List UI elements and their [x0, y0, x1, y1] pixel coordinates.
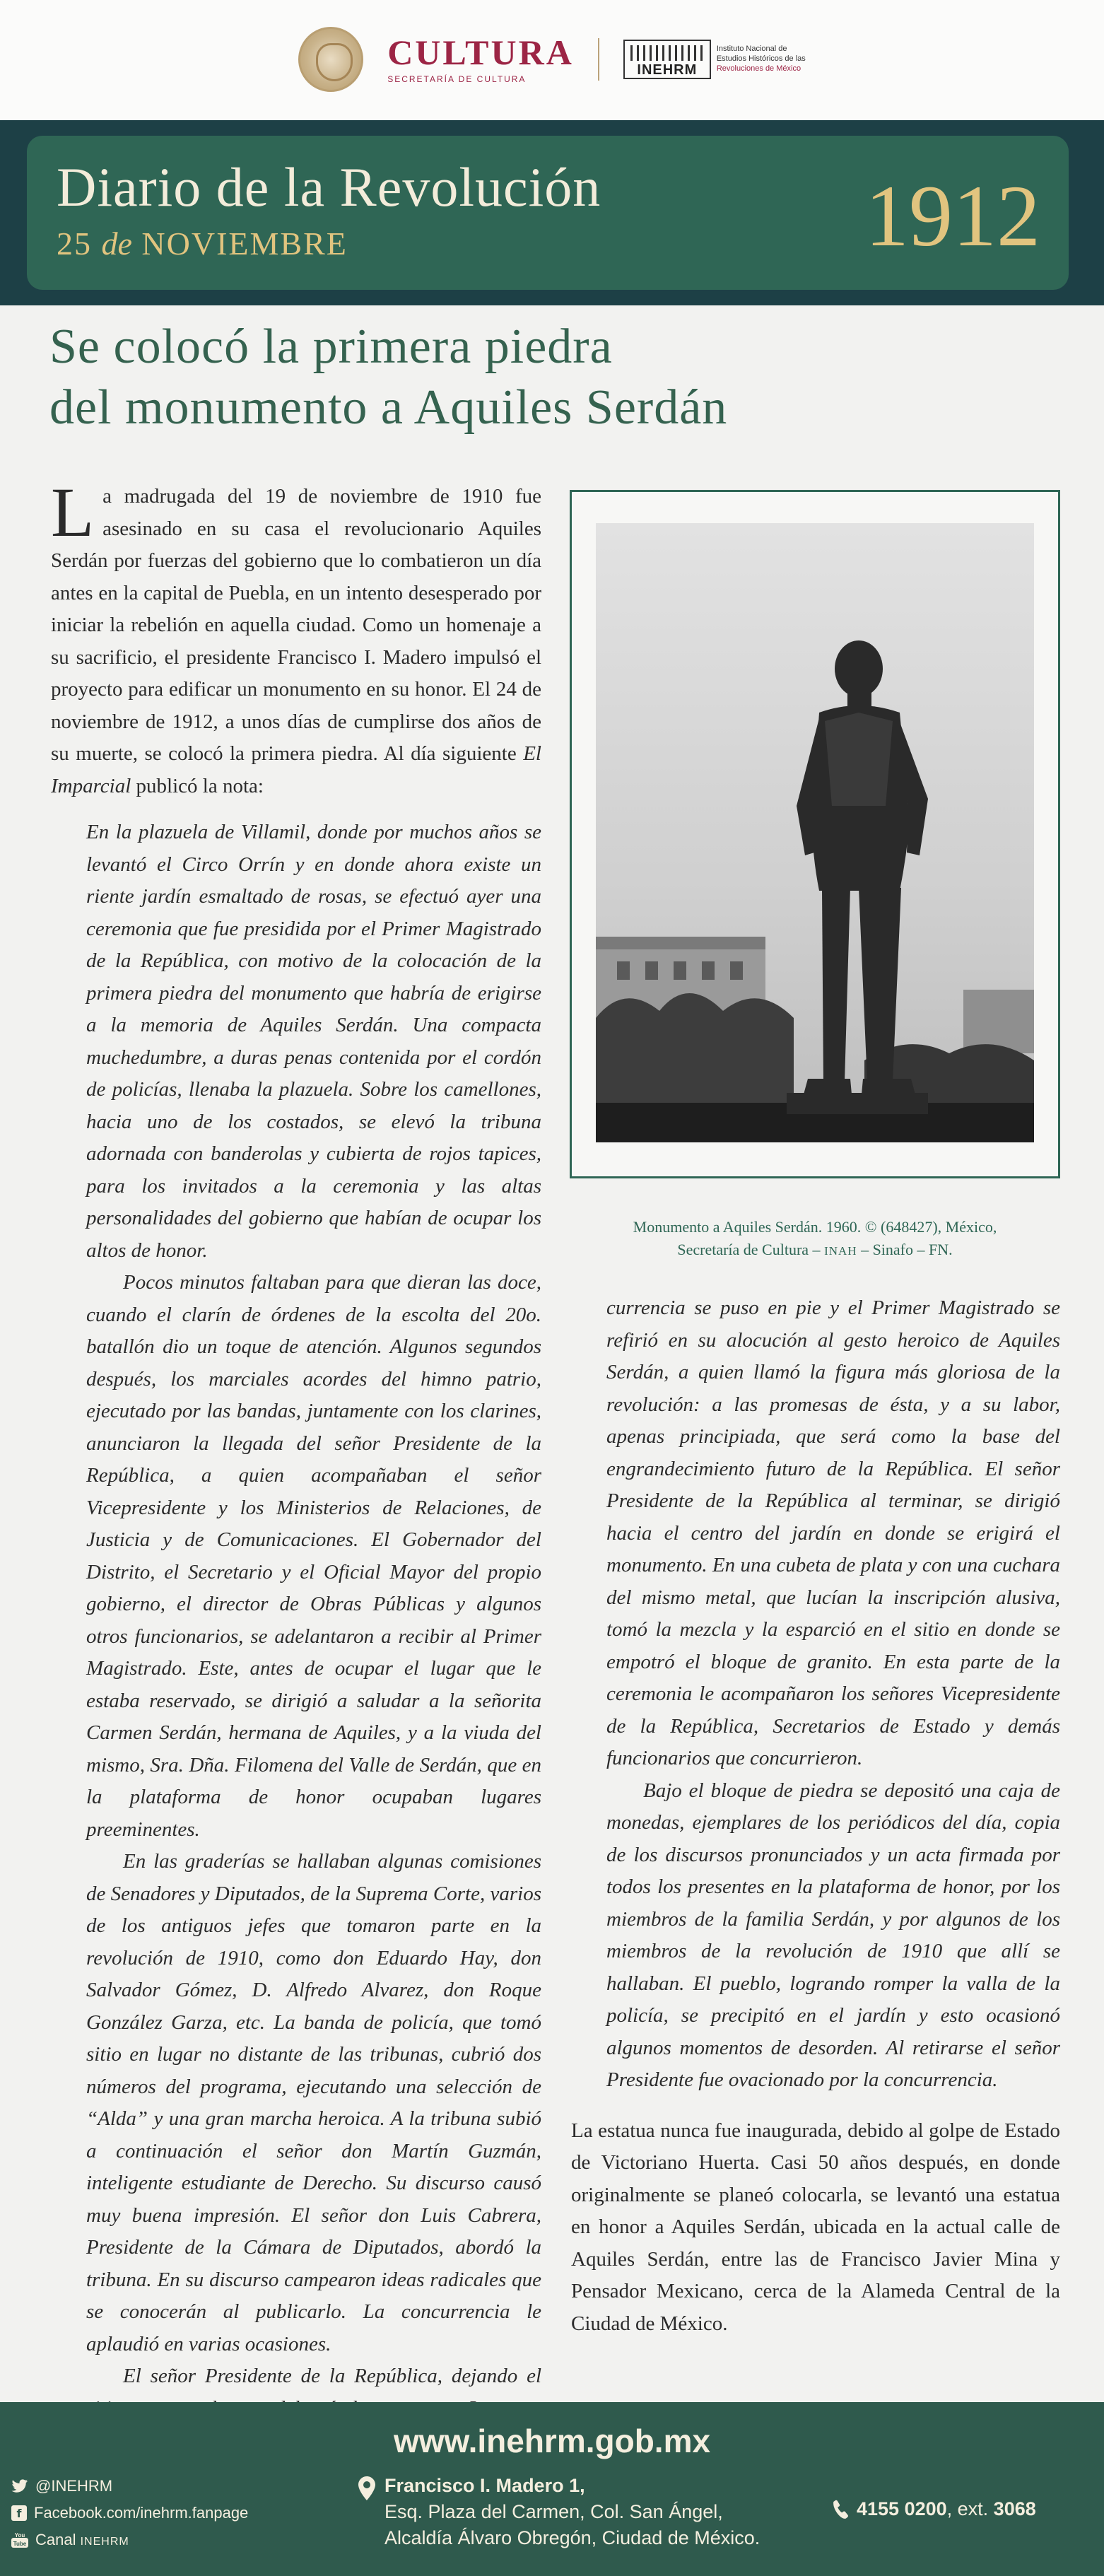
intro-text-end: publicó la nota: [131, 774, 264, 797]
website-link[interactable]: www.inehrm.gob.mx [393, 2423, 711, 2459]
twitter-link[interactable] [11, 2473, 248, 2500]
youtube-prefix: Canal [35, 2531, 81, 2548]
article-intro [51, 473, 541, 802]
quoted-note-continued [606, 1292, 1060, 2097]
quote-paragraph-1: En la plazuela de Villamil, donde por muchos años se levantó el Circo Orrín y en donde ahora existe un riente jardín esmaltado de rosas, se efectuó ayer una ceremonia que fue presidida por el Primer Magistrado de la República, con motivo de la colocación de la primera piedra del monumento que habría de erigirse a la memoria de Aquiles Serdán. Una compacta muchedumbre, a duras penas contenida por el cordón de policías, llenaba la plazuela. Sobre los camellones, hacia uno de los costados, se elevó la tribuna adornada con banderolas y cubierta de rojos tapices, para los invitados a la ceremonia y las altas personalidades del gobierno que habían de ocupar los altos de honor. [86, 821, 541, 1262]
inehrm-name-line-2: Estudios Históricos de las [716, 54, 806, 64]
quote-paragraph-5: Bajo el bloque de piedra se depositó una caja de monedas, ejemplares de los periódicos del día, copia de los discursos pronunciados y un acta firmada por todos los presentes en la plataforma de honor, por los miembros de la familia Serdán, y por algunos de los miembros de la revolución de 1910 que allí se hallaban. El pueblo, logrando romper la valla de la policía, se precipitó en el jardín y esto ocasionó algunos momentos de desorden. Al retirarse el señor Presidente fue ovacionado por la concurrencia. [606, 1779, 1060, 2091]
logo-band [0, 0, 1104, 120]
phone-number: 4155 0200 [857, 2498, 947, 2519]
cultura-logo[interactable] [387, 35, 574, 84]
youtube-channel [35, 2531, 129, 2549]
logo-divider [598, 38, 599, 81]
phone-icon [831, 2499, 850, 2520]
caption-credit-end: – Sinafo – FN. [857, 1241, 953, 1258]
inehrm-name-line-1: Instituto Nacional de [716, 45, 787, 54]
diary-date [57, 228, 348, 260]
quote-paragraph-3: En las graderías se hallaban algunas comisiones de Senadores y Diputados, de la Suprema Corte, varios de los antiguos jefes que tomaron parte en la revolución de 1910, como don Eduardo Hay, don Salvador Gómez, D. Alfredo Alvarez, don Roque González Garza, etc. La banda de policía, que tomó sitio en lugar no distante de las tribunas, cubrió dos números del programa, ejecutando una selección de “Alda” y una gran marcha heroica. A la tribuna subió a continuación el señor don Martín Guzmán, inteligente estudiante de Derecho. Su discurso causó muy buena impresión. El señor don Luis Cabrera, Presidente de la Cámara de Diputados, abordó la tribuna. En su discurso campearon ideas radicales que se conocerán al publicarlo. La concurrencia le aplaudió en varias ocasiones. [86, 1850, 541, 2355]
inehrm-logo[interactable] [623, 40, 806, 79]
address-street: Francisco I. Madero 1, [384, 2475, 585, 2496]
quote-paragraph-2: Pocos minutos faltaban para que dieran las doce, cuando el clarín de órdenes de la escolta del 20o. batallón dio un toque de atención. Algunos segundos después, los marciales acordes del himno patrio, ejecutado por las bandas, juntamente con los clarines, anunciaron la llegada del señor Presidente de la República, a quien acompañaban el señor Vicepresidente y los Ministerios de Relaciones, de Justicia y de Comunicaciones. El Gobernador del Distrito, el Secretario y el Oficial Mayor del propio gobierno, el director de Obras Públicas y algunos otros funcionarios, se adelantaron a recibir al Primer Magistrado. Este, antes de ocupar el lugar que le estaba reservado, se dirigió a saludar a la señorita Carmen Serdán, hermana de Aquiles, y a la viuda del mismo, Sra. Dña. Filomena del Valle de Serdán, que en la plataforma de honor ocupaban lugares preeminentes. [86, 1271, 541, 1841]
social-links [11, 2473, 248, 2553]
statue-photo-illustration [596, 523, 1034, 1142]
inehrm-full-name [717, 45, 806, 74]
statue-photo [596, 523, 1034, 1142]
intro-text: a madrugada del 19 de noviembre de 1910 fue asesinado en su casa el revolucionario Aquiles Serdán por fuerzas del gobierno que lo combatieron un día antes en la capital de Puebla, en un intento desesperado por iniciar la rebelión en aquella ciudad. Como un homenaje a su sacrificio, el presidente Francisco I. Madero impulsó el proyecto para edificar un monumento en su honor. El 24 de noviembre de 1912, a unos días de cumplirse dos años de su muerte, se colocó la primera piedra. Al día siguiente [51, 485, 541, 765]
facebook-url: Facebook.com/inehrm.fanpage [34, 2504, 249, 2522]
youtube-link[interactable] [11, 2527, 248, 2553]
article-closing: La estatua nunca fue inaugurada, debido al golpe de Estado de Victoriano Huerta. Casi 50 años después, en donde originalmente se planeó colocarla, se levantó una estatua en honor a Aquiles Serdán, ubicada en la actual calle de Aquiles Serdán, entre las de Francisco Javier Mina y Pensador Mexicano, cerca de la Alameda Central de la Ciudad de México. [571, 2119, 1060, 2335]
ext-label: , ext. [946, 2498, 994, 2519]
article-column-right [571, 1292, 1060, 2340]
youtube-channel-name: INEHRM [80, 2536, 129, 2548]
facebook-link[interactable] [11, 2500, 248, 2527]
facebook-icon: f [11, 2505, 27, 2521]
quote-paragraph-4: El señor Presidente de la República, dejando el [123, 2365, 541, 2387]
address-line-2: Esq. Plaza del Carmen, Col. San Ángel, [384, 2501, 723, 2522]
headline-line-2: del monumento a Aquiles Serdán [49, 380, 728, 435]
phone-extension: 3068 [993, 2498, 1036, 2519]
date-month: NOVIEMBRE [141, 226, 348, 262]
cultura-wordmark: CULTURA [387, 33, 574, 72]
article-column-left [51, 473, 541, 2425]
svg-text:Tube: Tube [13, 2541, 27, 2547]
drop-cap: L [51, 473, 95, 551]
header-band [0, 120, 1104, 305]
quote-paragraph-4-continued: currencia se puso en pie y el Primer Magistrado se refirió en su alocución al gesto heroico de Aquiles Serdán, a quien llamó la figura más gloriosa de la revolución: a las promesas de ésta, y a su labor, apenas principiada, que será como la base del engrandecimiento futuro de la República. El señor Presidente de la República al terminar, se dirigió hacia el centro del jardín en donde se erigirá el monumento. En una cubeta de plata y con una cuchara del mismo metal, que lucían la inscripción alusiva, tomó la mezcla y la esparció en el sitio en donde se empotró el bloque de granito. En esta parte de la ceremonia le acompañaron los señores Vicepresidente de la República, Secretarios de Estado y demás funcionarios que concurrieron. [606, 1296, 1060, 1769]
twitter-icon [11, 2479, 28, 2493]
postal-address [358, 2473, 760, 2551]
article-headline [49, 317, 1039, 438]
inehrm-building-icon [623, 40, 711, 79]
twitter-handle: @INEHRM [35, 2477, 113, 2495]
diary-year: 1912 [865, 168, 1040, 264]
address-line-3: Alcaldía Álvaro Obregón, Ciudad de México. [384, 2527, 761, 2548]
inehrm-name-line-3: Revoluciones de México [716, 64, 801, 73]
footer [0, 2402, 1104, 2576]
headline-line-1: Se colocó la primera piedra [49, 320, 613, 374]
quoted-note [86, 816, 541, 2425]
logos-row [0, 24, 1104, 95]
diary-title: Diario de la Revolución [57, 156, 601, 218]
phone-contact[interactable] [831, 2498, 1036, 2520]
youtube-icon [11, 2532, 28, 2548]
photo-caption [570, 1216, 1060, 1263]
newspaper-name: El Imparcial [51, 742, 541, 797]
caption-inah: INAH [824, 1244, 857, 1258]
date-de: de [101, 226, 132, 262]
header-panel [27, 136, 1069, 290]
inehrm-acronym: INEHRM [637, 62, 698, 78]
svg-text:You: You [14, 2532, 25, 2539]
caption-credit: Secretaría de Cultura – [677, 1241, 825, 1258]
cultura-subtitle: SECRETARÍA DE CULTURA [387, 74, 527, 84]
date-day: 25 [57, 226, 92, 262]
location-pin-icon [358, 2476, 376, 2501]
caption-line-1: Monumento a Aquiles Serdán. 1960. © (648427), México, [633, 1218, 997, 1236]
photo-frame [570, 490, 1060, 1178]
caption-line-2 [570, 1239, 1060, 1263]
seal-icon [298, 27, 363, 92]
